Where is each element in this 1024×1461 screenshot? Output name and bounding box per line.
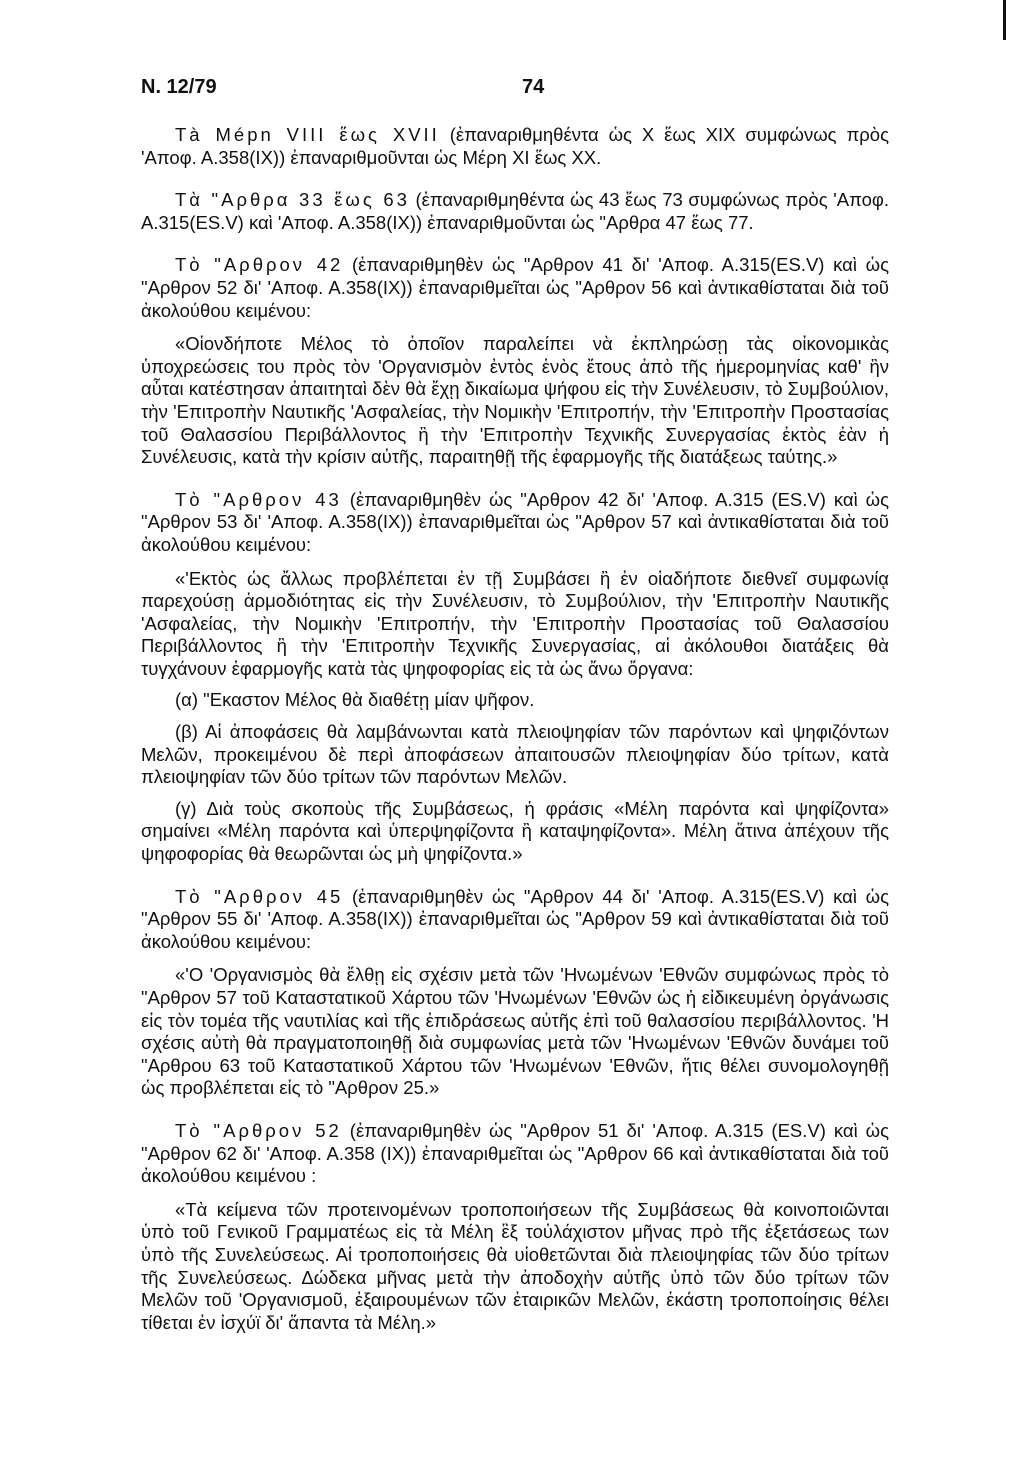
quoted-item-b: (β) Αἱ ἀποφάσεις θὰ λαμβάνωνται κατὰ πλειοψηφίαν τῶν παρόντων καὶ ψηφιζόντων Μελῶν, προκειμένου δὲ περὶ ἀποφάσεων ἀπαιτουσῶν πλειοψηφίαν δύο τρίτων, κατὰ πλειοψηφίαν τῶν δύο τρίτων τῶν παρόντων Μελῶν. <box>141 721 889 788</box>
paragraph-text: (ἐπαναριθμηθέντα ὡς X ἕως XIX συμφώνως πρὸς 'Αποφ. Α.358(ΙΧ)) ἐπαναριθμοῦνται ὡς Μέρη XI ἕως XX. <box>141 124 889 168</box>
paragraph-lead: Τὸ "Αρθρον 43 <box>175 488 342 510</box>
page-header <box>141 76 881 106</box>
page-body <box>141 124 889 1334</box>
page-number: 74 <box>522 76 545 98</box>
quoted-text-article-57: «'Εκτὸς ὡς ἄλλως προβλέπεται ἐν τῇ Συμβάσει ἢ ἐν οἱαδήποτε διεθνεῖ συμφωνίᾳ παρεχούσῃ ἁρμοδιότητας εἰς τὴν Συνέλευσιν, τὸ Συμβούλιον, τὴν 'Επιτροπὴν Ναυτικῆς 'Ασφαλείας, τὴν Νομικὴν 'Επιτροπήν, τὴν 'Επιτροπὴν Προστασίας τοῦ Θαλασσίου Περιβάλλοντος ἢ τὴν 'Επιτροπὴν Τεχνικῆς Συνεργασίας, αἱ ἀκόλουθοι διατάξεις θὰ τυγχάνουν ἐφαρμογῆς κατὰ τὰς ψηφοφορίας εἰς τὰ ὡς ἄνω ὄργανα: <box>141 567 889 679</box>
paragraph-lead: Τὰ "Αρθρα 33 ἕως 63 <box>175 189 410 211</box>
paragraph-article-42 <box>141 254 889 322</box>
paragraph-article-43 <box>141 489 889 557</box>
paragraph-articles-renumbering <box>141 189 889 234</box>
paragraph-article-52 <box>141 1120 889 1188</box>
paragraph-lead: Τὸ "Αρθρον 42 <box>175 254 344 276</box>
quoted-text-article-66: «Τὰ κείμενα τῶν προτεινομένων τροποποιήσεων τῆς Συμβάσεως θὰ κοινοποιῶνται ὑπὸ τοῦ Γενικοῦ Γραμματέως εἰς τὰ Μέλη ἓξ τοὐλάχιστον μῆνας πρὸ τῆς ἐξετάσεως των ὑπὸ τῆς Συνελεύσεως. Αἱ τροποποιήσεις θὰ υἱοθετῶνται διὰ πλειοψηφίας τῶν δύο τρίτων τῆς Συνελεύσεως. Δώδεκα μῆνας μετὰ τὴν ἀποδοχὴν αὐτῆς ὑπὸ τῶν δύο τρίτων τῶν Μελῶν τοῦ 'Οργανισμοῦ, ἐξαιρουμένων τῶν ἑταιρικῶν Μελῶν, ἑκάστη τροποποίησις θέλει τίθεται ἐν ἰσχύϊ δι' ἅπαντα τὰ Μέλη.» <box>141 1198 889 1333</box>
quoted-text-article-56: «Οἱονδήποτε Μέλος τὸ ὁποῖον παραλείπει νὰ ἐκπληρώσῃ τὰς οἰκονομικὰς ὑποχρεώσεις του πρὸς τὸν 'Οργανισμὸν ἐντὸς ἑνὸς ἔτους ἀπὸ τῆς ἡμερομηνίας καθ' ἣν αὗται κατέστησαν ἀπαιτηταὶ δὲν θὰ ἔχῃ δικαίωμα ψήφου εἰς τὴν Συνέλευσιν, τὸ Συμβούλιον, τὴν 'Επιτροπὴν Ναυτικῆς 'Ασφαλείας, τὴν Νομικὴν 'Επιτροπήν, τὴν 'Επιτροπὴν Προστασίας τοῦ Θαλασσίου Περιβάλλοντος ἢ τὴν 'Επιτροπὴν Τεχνικῆς Συνεργασίας ἐκτὸς ἐὰν ἡ Συνέλευσις, κατὰ τὴν κρίσιν αὐτῆς, παραιτηθῇ τῆς ἐφαρμογῆς τῆς διατάξεως ταύτης.» <box>141 333 889 468</box>
scan-edge-line <box>1003 0 1006 40</box>
paragraph-text: (ἐπαναριθμηθὲν ὡς "Αρθρον 44 δι' 'Αποφ. Α.315(ES.V) καὶ ὡς "Αρθρον 55 δι' 'Αποφ. Α.358(ΙΧ)) ἐπαναριθμεῖται ὡς "Αρθρον 59 καὶ ἀντικαθίσταται διὰ τοῦ ἀκολούθου κειμένου: <box>141 885 889 952</box>
paragraph-text: (ἐπαναριθμηθέντα ὡς 43 ἕως 73 συμφώνως πρὸς 'Αποφ. Α.315(ES.V) καὶ 'Αποφ. Α.358(ΙΧ)) ἐπαναριθμοῦνται ὡς "Αρθρα 47 ἕως 77. <box>141 189 889 233</box>
quoted-text-article-59: «'Ο 'Οργανισμὸς θὰ ἔλθῃ εἰς σχέσιν μετὰ τῶν 'Ηνωμένων 'Εθνῶν συμφώνως πρὸς τὸ "Αρθρον 57 τοῦ Καταστατικοῦ Χάρτου τῶν 'Ηνωμένων 'Εθνῶν ὡς ἡ εἰδικευμένη ὀργάνωσις εἰς τὸν τομέα τῆς ναυτιλίας καὶ τῆς ἐπιδράσεως αὐτῆς ἐπὶ τοῦ θαλασσίου περιβάλλοντος. 'Η σχέσις αὐτὴ θὰ πραγματοποιηθῇ διὰ συμφωνίας μετὰ τῶν 'Ηνωμένων 'Εθνῶν δυνάμει τοῦ "Αρθρου 63 τοῦ Καταστατικοῦ Χάρτου τῶν 'Ηνωμένων 'Εθνῶν, ἥτις θέλει συνομολογηθῇ ὡς προβλέπεται εἰς τὸ "Αρθρον 25.» <box>141 964 889 1099</box>
paragraph-text: (ἐπαναριθμηθὲν ὡς "Αρθρον 42 δι' 'Αποφ. Α.315 (ES.V) καὶ ὡς "Αρθρον 53 δι' 'Αποφ. Α.358(ΙΧ)) ἐπαναριθμεῖται ὡς "Αρθρον 57 καὶ ἀντικαθίσταται διὰ τοῦ ἀκολούθου κειμένου: <box>141 488 890 555</box>
document-reference: N. 12/79 <box>141 76 217 98</box>
paragraph-article-45 <box>141 886 889 954</box>
paragraph-text: (ἐπαναριθμηθὲν ὡς "Αρθρον 51 δι' 'Αποφ. Α.315 (ES.V) καὶ ὡς "Αρθρον 62 δι' 'Αποφ. Α.358 (ΙΧ)) ἐπαναριθμεῖται ὡς "Αρθρον 66 καὶ ἀντικαθίσταται διὰ τοῦ ἀκολούθου κειμένου : <box>141 1119 890 1187</box>
paragraph-parts-renumbering <box>141 124 889 169</box>
paragraph-text: (ἐπαναριθμηθὲν ὡς "Αρθρον 41 δι' 'Αποφ. Α.315(ES.V) καὶ ὡς "Αρθρον 52 δι' 'Αποφ. Α.358(ΙΧ)) ἐπαναριθμεῖται ὡς "Αρθρον 56 καὶ ἀντικαθίσταται διὰ τοῦ ἀκολούθου κειμένου: <box>141 254 889 321</box>
paragraph-lead: Τὸ "Αρθρον 45 <box>175 885 344 907</box>
paragraph-lead: Τὸ "Αρθρον 52 <box>175 1119 342 1141</box>
quoted-item-c: (γ) Διὰ τοὺς σκοποὺς τῆς Συμβάσεως, ἡ φράσις «Μέλη παρόντα καὶ ψηφίζοντα» σημαίνει «Μέλη παρόντα καὶ ὑπερψηφίζοντα ἢ καταψηφίζοντα». Μέλη ἅτινα ἀπέχουν τῆς ψηφοφορίας θὰ θεωρῶνται ὡς μὴ ψηφίζοντα.» <box>141 797 889 865</box>
paragraph-lead: Tà Mépn VIII ἕως XVII <box>175 124 440 145</box>
quoted-item-a: (α) "Εκαστον Μέλος θὰ διαθέτῃ μίαν ψῆφον. <box>175 689 535 711</box>
